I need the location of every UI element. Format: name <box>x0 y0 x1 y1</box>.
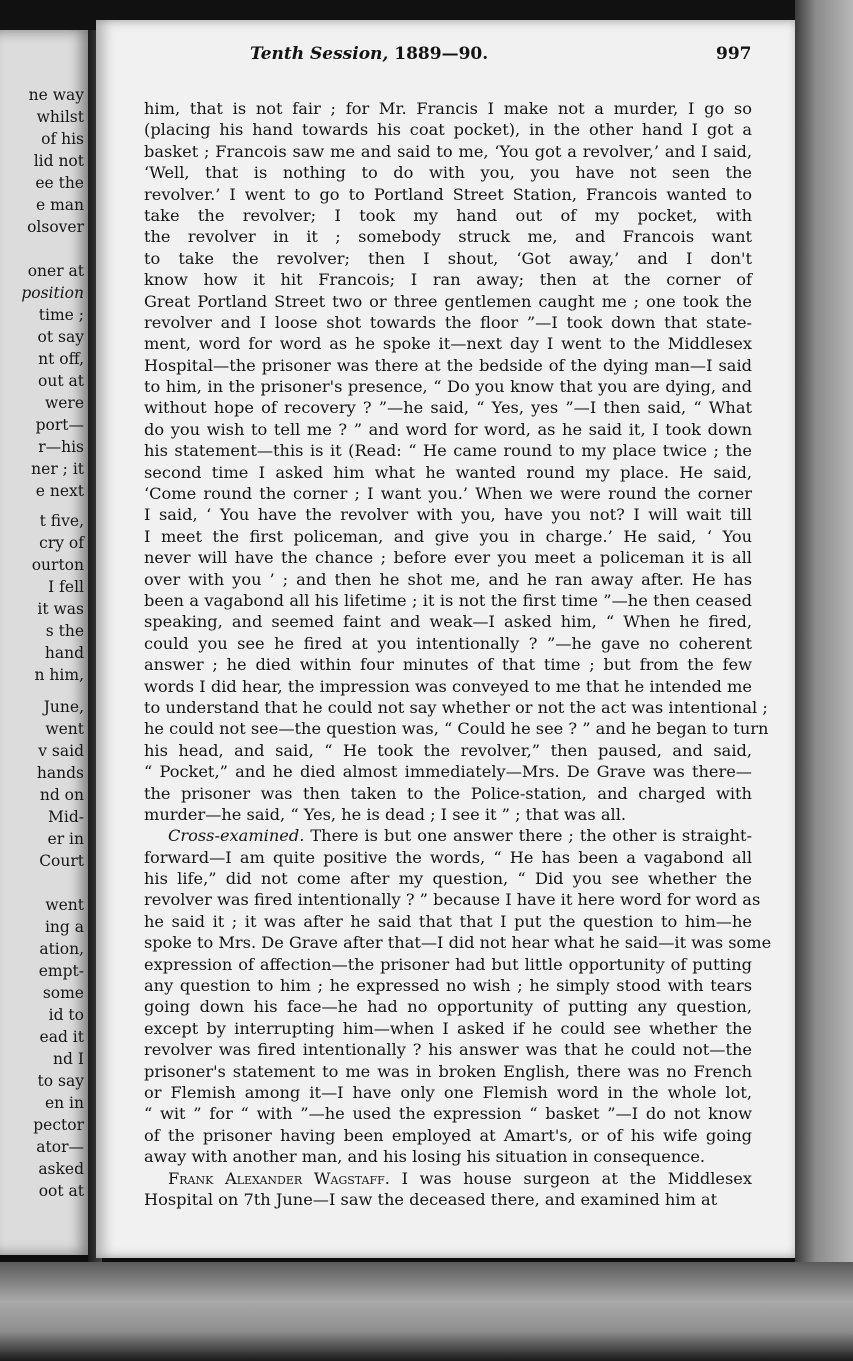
text-line: “ wit ” for “ with ”—he used the expression “ basket ”—I do not know <box>144 1104 752 1124</box>
text-line: speaking, and seemed faint and weak—I asked him, “ When he fired, <box>144 612 752 632</box>
text-line: could you see he fired at you intentionally ? ”—he gave no coherent <box>144 633 752 653</box>
scan-bottom-border <box>0 1262 853 1361</box>
left-page-line: asked <box>38 1160 84 1178</box>
left-page-line: went <box>45 896 84 914</box>
text-line: take the revolver; I took my hand out of my pocket, with <box>144 205 752 225</box>
body-text <box>144 98 772 1210</box>
left-page-line: ator— <box>36 1138 84 1156</box>
text-line: or Flemish among it—I have only one Flemish word in the whole lot, <box>144 1082 752 1102</box>
left-page-line: some <box>42 984 84 1002</box>
text-line: without hope of recovery ? ”—he said, “ Yes, yes ”—I then said, “ What <box>144 398 752 418</box>
text-line: prisoner's statement to me was in broken English, there was no French <box>144 1061 752 1081</box>
text-line: words I did hear, the impression was conveyed to me that he intended me <box>144 676 752 696</box>
left-page-line: ation, <box>39 940 84 958</box>
left-page-line: Court <box>39 852 84 870</box>
left-page-line: ner ; it <box>31 460 84 478</box>
text-line: Great Portland Street two or three gentlemen caught me ; one took the <box>144 291 752 311</box>
left-page-line: out at <box>38 372 84 390</box>
text-line: Hospital—the prisoner was there at the bedside of the dying man—I said <box>144 355 752 375</box>
left-page-line: en in <box>44 1094 84 1112</box>
left-page-line: June, <box>43 698 84 716</box>
text-line: “ Pocket,” and he died almost immediately—Mrs. De Grave was there— <box>144 762 752 782</box>
text-line: revolver was fired intentionally ? his answer was that he could not—the <box>144 1040 752 1060</box>
text-line: his statement—this is it (Read: “ He came round to my place twice ; the <box>144 441 752 461</box>
text-line: his life,” did not come after my question, “ Did you see whether the <box>144 869 752 889</box>
page-number: 997 <box>716 44 752 64</box>
left-page-line: lid not <box>33 152 84 170</box>
left-page-line: pector <box>33 1116 84 1134</box>
text-line: know how it hit Francois; I ran away; then at the corner of <box>144 270 752 290</box>
scan-right-border <box>795 0 853 1361</box>
left-page-line: to say <box>37 1072 84 1090</box>
left-page-line: olsover <box>27 218 84 236</box>
text-line: ment, word for word as he spoke it—next day I went to the Middlesex <box>144 334 752 354</box>
text-line: revolver and I loose shot towards the floor ”—I took down that state- <box>144 312 752 332</box>
left-page-fragment <box>0 30 92 1255</box>
left-page-line: ourton <box>31 556 84 574</box>
text-line: ‘Come round the corner ; I want you.’ When we were round the corner <box>144 484 752 504</box>
left-page-line: ne way <box>28 86 84 104</box>
text-line: I meet the first policeman, and give you in charge.’ He said, ‘ You <box>144 526 752 546</box>
text-line: going down his face—he had no opportunity of putting any question, <box>144 997 752 1017</box>
left-page-line: oner at <box>27 262 84 280</box>
left-page-line: e next <box>35 482 84 500</box>
left-page-line: n him, <box>34 666 84 684</box>
left-page-line: empt- <box>38 962 84 980</box>
text-line: revolver was fired intentionally ? ” because I have it here word for word as <box>144 890 761 910</box>
text-line: the revolver in it ; somebody struck me, and Francois want <box>144 227 752 247</box>
left-page-line: e man <box>35 196 84 214</box>
left-page-line: nd on <box>39 786 84 804</box>
text-line: to him, in the prisoner's presence, “ Do you know that you are dying, and <box>144 377 752 397</box>
left-page-line: er in <box>47 830 84 848</box>
left-page-line: time ; <box>38 306 84 324</box>
text-line: murder—he said, “ Yes, he is dead ; I see it ” ; that was all. <box>144 804 627 824</box>
left-page-line: it was <box>37 600 84 618</box>
left-page-line: cry of <box>39 534 84 552</box>
text-line: do you wish to tell me ? ” and word for word, as he said it, I took down <box>144 419 752 439</box>
text-line: ‘Well, that is nothing to do with you, you have not seen the <box>144 163 752 183</box>
text-line: any question to him ; he expressed no wish ; he simply stood with tears <box>144 976 752 996</box>
text-line: forward—I am quite positive the words, “ He has been a vagabond all <box>144 847 752 867</box>
left-page-line: position <box>21 284 84 302</box>
left-page-line: s the <box>45 622 84 640</box>
text-line: away with another man, and his losing his situation in consequence. <box>144 1147 706 1167</box>
left-page-line: hand <box>44 644 84 662</box>
text-line: never will have the chance ; before ever you meet a policeman it is all <box>144 548 752 568</box>
text-line: expression of affection—the prisoner had but little opportunity of putting <box>144 954 752 974</box>
left-page-line: id to <box>48 1006 84 1024</box>
left-page-line: hands <box>36 764 84 782</box>
text-line: to take the revolver; then I shout, ‘Got away,’ and I don't <box>144 248 752 268</box>
left-page-line: I fell <box>48 578 84 596</box>
session-years: 1889—90. <box>394 44 489 64</box>
left-page-line: nd I <box>53 1050 84 1068</box>
text-line: he could not see—the question was, “ Could he see ? ” and he began to turn <box>144 719 769 739</box>
text-line: over with you ’ ; and then he shot me, and he ran away after. He has <box>144 569 752 589</box>
text-line: second time I asked him what he wanted round my place. He said, <box>144 462 752 482</box>
left-page-line: ead it <box>39 1028 84 1046</box>
left-page-line: v said <box>38 742 84 760</box>
text-line: Cross-examined. There is but one answer there ; the other is straight- <box>168 826 752 846</box>
text-line: Hospital on 7th June—I saw the deceased there, and examined him at <box>144 1189 718 1209</box>
left-page-line: oot at <box>38 1182 84 1200</box>
text-line: he said it ; it was after he said that that I put the question to him—he <box>144 911 752 931</box>
left-page-line: were <box>44 394 84 412</box>
left-page-line: r—his <box>38 438 84 456</box>
left-page-line: went <box>45 720 84 738</box>
session-title: Tenth Session, <box>250 44 389 64</box>
text-line: revolver.’ I went to go to Portland Street Station, Francois wanted to <box>144 184 752 204</box>
left-page-line: ot say <box>37 328 84 346</box>
left-page-line: ee the <box>35 174 84 192</box>
text-line: been a vagabond all his lifetime ; it is not the first time ”—he then ceased <box>144 590 752 610</box>
text-line: to understand that he could not say whether or not the act was intentional ; <box>144 697 768 717</box>
text-line: I said, ‘ You have the revolver with you, have you not? I will wait till <box>144 505 752 525</box>
text-line: of the prisoner having been employed at Amart's, or of his wife going <box>144 1125 752 1145</box>
text-line: basket ; Francois saw me and said to me, ‘You got a revolver,’ and I said, <box>144 141 752 161</box>
text-line: the prisoner was then taken to the Police-station, and charged with <box>144 783 752 803</box>
text-line: except by interrupting him—when I asked if he could see whether the <box>144 1018 752 1038</box>
left-page-line: ing a <box>44 918 84 936</box>
running-head <box>250 44 488 64</box>
text-line: him, that is not fair ; for Mr. Francis I make not a murder, I go so <box>144 99 752 118</box>
text-line: spoke to Mrs. De Grave after that—I did not hear what he said—it was some <box>144 933 772 953</box>
left-page-line: t five, <box>39 512 84 530</box>
left-page-line: Mid- <box>48 808 84 826</box>
left-page-line: nt off, <box>38 350 84 368</box>
left-page-line: port— <box>35 416 84 434</box>
text-line: Frank Alexander Wagstaff. I was house surgeon at the Middlesex <box>168 1168 752 1188</box>
text-line: (placing his hand towards his coat pocket), in the other hand I got a <box>144 120 752 140</box>
left-page-line: of his <box>41 130 84 148</box>
left-page-line: whilst <box>36 108 84 126</box>
text-line: his head, and said, “ He took the revolver,” then paused, and said, <box>144 740 752 760</box>
text-line: answer ; he died within four minutes of that time ; but from the few <box>144 655 752 675</box>
